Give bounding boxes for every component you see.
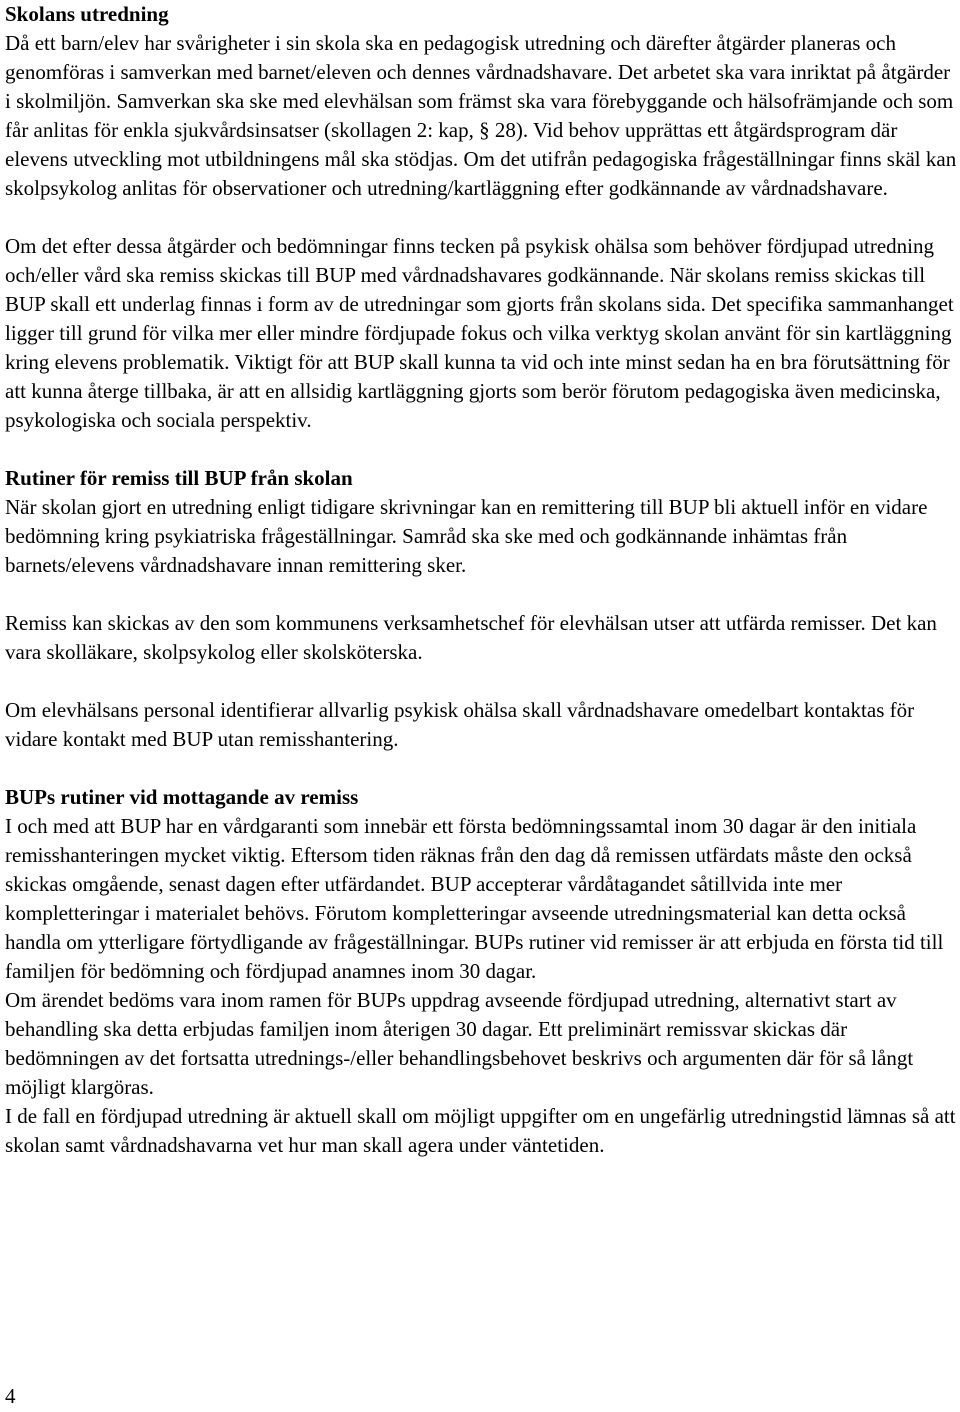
paragraph	[5, 29, 960, 203]
paragraph-sentence: Samverkan ska ske med elevhälsan som främst ska vara förebyggande och hälsofrämjande och som får anlitas för enkla sjukvårdsinsatser (skollagen 2: kap, § 28).	[5, 89, 954, 142]
paragraph: Remiss kan skickas av den som kommunens verksamhetschef för elevhälsan utser att utfärda remisser. Det kan vara skolläkare, skolpsykolog eller skolsköterska.	[5, 611, 937, 664]
section-heading-rutiner-remiss: Rutiner för remiss till BUP från skolan	[5, 466, 353, 490]
document-page	[5, 0, 960, 1160]
paragraph-gap	[5, 667, 960, 696]
paragraph-sentence: Vid behov upprättas ett åtgärdsprogram där elevens utveckling mot utbildningens mål ska stödjas.	[5, 118, 898, 171]
paragraph: När skolan gjort en utredning enligt tidigare skrivningar kan en remittering till BUP bli aktuell inför en vidare bedömning kring psykiatriska frågeställningar. Samråd ska ske med och godkännande inhämtas från barnets/elevens vårdnadshavare innan remittering sker.	[5, 495, 928, 577]
paragraph: I och med att BUP har en vårdgaranti som innebär ett första bedömningssamtal inom 30 dagar är den initiala remisshanteringen mycket viktig. Eftersom tiden räknas från den dag då remissen utfärdats måste den också skickas omgående, senast dagen efter utfärdandet. BUP accepterar vårdåtagandet såtillvida inte mer kompletteringar i materialet behövs. Förutom kompletteringar avseende utredningsmaterial kan detta också handla om ytterligare förtydligande av frågeställningar. BUPs rutiner vid remisser är att erbjuda en första tid till familjen för bedömning och fördjupad anamnes inom 30 dagar.	[5, 814, 944, 983]
paragraph-sentence: Då ett barn/elev har svårigheter i sin skola ska en pedagogisk utredning och därefter åtgärder planeras och genomföras i samverkan med barnet/eleven och dennes vårdnadshavare. Det arbetet ska vara inriktat på åtgärder i skolmiljön.	[5, 31, 951, 113]
section-heading-bups-rutiner: BUPs rutiner vid mottagande av remiss	[5, 785, 359, 809]
section-heading-skolans-utredning: Skolans utredning	[5, 2, 169, 26]
paragraph: Om ärendet bedöms vara inom ramen för BUPs uppdrag avseende fördjupad utredning, alternativt start av behandling ska detta erbjudas familjen inom återigen 30 dagar. Ett preliminärt remissvar skickas där bedömningen av det fortsatta utrednings-/eller behandlingsbehovet beskrivs och argumenten där för så långt möjligt klargöras.	[5, 988, 914, 1099]
paragraph: Om det efter dessa åtgärder och bedömningar finns tecken på psykisk ohälsa som behöver fördjupad utredning och/eller vård ska remiss skickas till BUP med vårdnadshavares godkännande. När skolans remiss skickas till BUP skall ett underlag finnas i form av de utredningar som gjorts från skolans sida. Det specifika sammanhanget ligger till grund för vilka mer eller mindre fördjupade fokus och vilka verktyg skolan använt för sin kartläggning kring elevens problematik. Viktigt för att BUP skall kunna ta vid och inte minst sedan ha en bra förutsättning för att kunna återge tillbaka, är att en allsidig kartläggning gjorts som berör förutom pedagogiska även medicinska, psykologiska och sociala perspektiv.	[5, 234, 954, 432]
paragraph-gap	[5, 754, 960, 783]
paragraph: Om elevhälsans personal identifierar allvarlig psykisk ohälsa skall vårdnadshavare omedelbart kontaktas för vidare kontakt med BUP utan remisshantering.	[5, 698, 915, 751]
paragraph-gap	[5, 435, 960, 464]
paragraph-gap	[5, 580, 960, 609]
paragraph-sentence: Om det utifrån pedagogiska frågeställningar finns skäl kan skolpsykolog anlitas för observationer och utredning/kartläggning efter godkännande av vårdnadshavare.	[5, 147, 957, 200]
page-number: 4	[5, 1384, 16, 1408]
paragraph-gap	[5, 203, 960, 232]
paragraph: I de fall en fördjupad utredning är aktuell skall om möjligt uppgifter om en ungefärlig utredningstid lämnas så att skolan samt vårdnadshavarna vet hur man skall agera under väntetiden.	[5, 1104, 956, 1157]
